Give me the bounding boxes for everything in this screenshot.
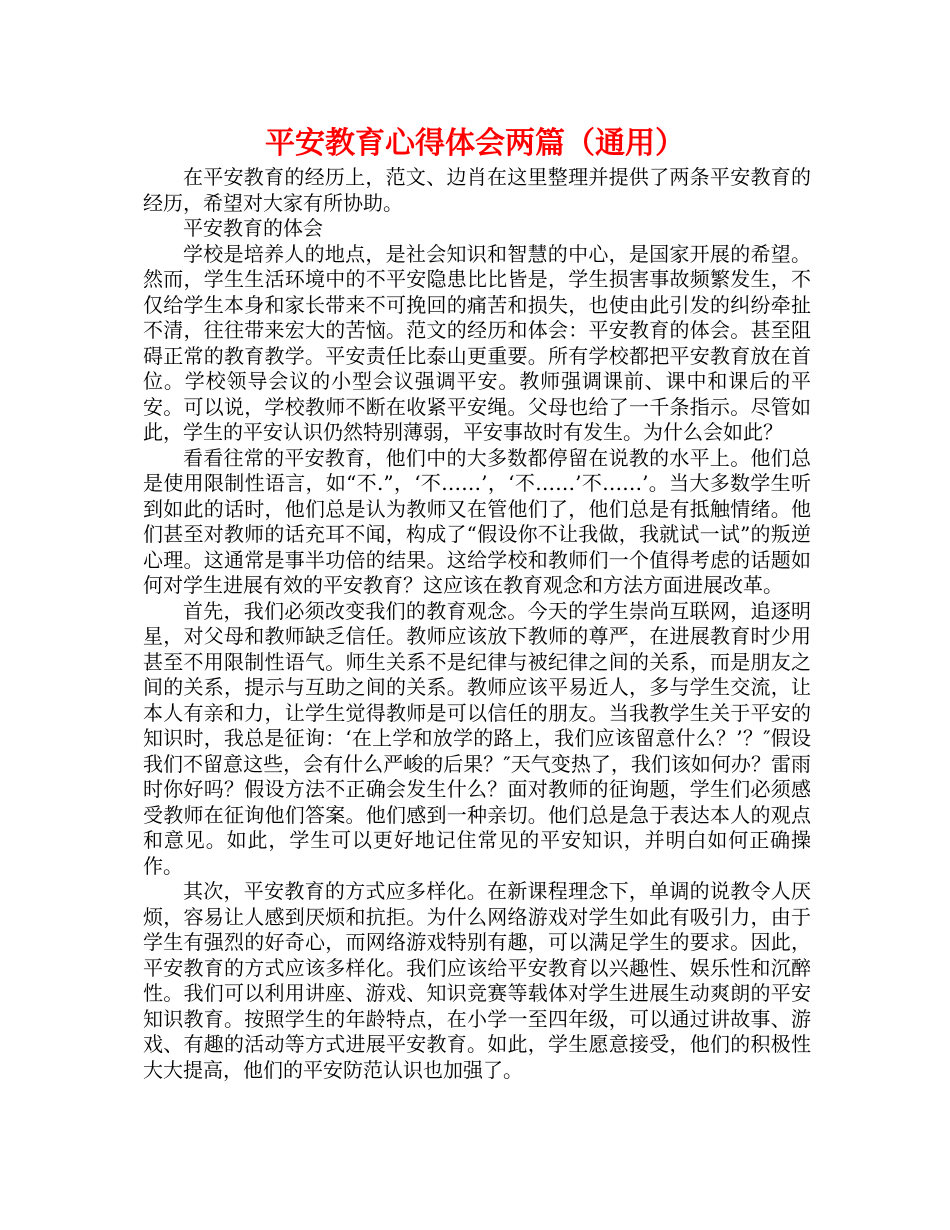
document-title: 平安教育心得体会两篇（通用）	[265, 126, 685, 161]
body-paragraph: 首先，我们必须改变我们的教育观念。今天的学生崇尚互联网，追逐明星，对父母和教师缺乏信任。教师应该放下教师的尊严，在进展教育时少用甚至不用限制性语气。师生关系不是纪律与被纪律之间的关系，而是朋友之间的关系，提示与互助之间的关系。教师应该平易近人，多与学生交流，让本人有亲和力，让学生觉得教师是可以信任的朋友。当我教学生关于平安的知识时，我总是征询：‘在上学和放学的路上，我们应该留意什么？’？″假设我们不留意这些，会有什么严峻的后果？″天气变热了，我们该如何办？雷雨时你好吗？假设方法不正确会发生什么？面对教师的征询题，学生们必须感受教师在征询他们答案。他们感到一种亲切。他们总是急于表达本人的观点和意见。如此，学生可以更好地记住常见的平安知识，并明白如何正确操作。	[143, 598, 811, 878]
intro-paragraph: 在平安教育的经历上，范文、边肖在这里整理并提供了两条平安教育的经历，希望对大家有所协助。	[143, 165, 811, 215]
document-body	[143, 165, 811, 1083]
section-heading: 平安教育的体会	[183, 216, 323, 240]
body-paragraph: 看看往常的平安教育，他们中的大多数都停留在说教的水平上。他们总是使用限制性语言，如“不.”，‘不……’，‘不……’不……’。当大多数学生听到如此的话时，他们总是认为教师又在管他们了，他们总是有抵触情绪。他们甚至对教师的话充耳不闻，构成了“假设你不让我做，我就试一试”的叛逆心理。这通常是事半功倍的结果。这给学校和教师们一个值得考虑的话题如何对学生进展有效的平安教育？这应该在教育观念和方法方面进展改革。	[143, 445, 811, 597]
body-paragraph: 其次，平安教育的方式应多样化。在新课程理念下，单调的说教令人厌烦，容易让人感到厌烦和抗拒。为什么网络游戏对学生如此有吸引力，由于学生有强烈的好奇心，而网络游戏特别有趣，可以满足学生的要求。因此，平安教育的方式应该多样化。我们应该给平安教育以兴趣性、娱乐性和沉醉性。我们可以利用讲座、游戏、知识竞赛等载体对学生进展生动爽朗的平安知识教育。按照学生的年龄特点，在小学一至四年级，可以通过讲故事、游戏、有趣的活动等方式进展平安教育。如此，学生愿意接受，他们的积极性大大提高，他们的平安防范认识也加强了。	[143, 879, 811, 1082]
body-paragraph: 学校是培养人的地点，是社会知识和智慧的中心，是国家开展的希望。然而，学生生活环境中的不平安隐患比比皆是，学生损害事故频繁发生，不仅给学生本身和家长带来不可挽回的痛苦和损失，也使由此引发的纠纷牵扯不清，往往带来宏大的苦恼。范文的经历和体会：平安教育的体会。甚至阻碍正常的教育教学。平安责任比泰山更重要。所有学校都把平安教育放在首位。学校领导会议的小型会议强调平安。教师强调课前、课中和课后的平安。可以说，学校教师不断在收紧平安绳。父母也给了一千条指示。尽管如此，学生的平安认识仍然特别薄弱，平安事故时有发生。为什么会如此？	[143, 241, 811, 444]
